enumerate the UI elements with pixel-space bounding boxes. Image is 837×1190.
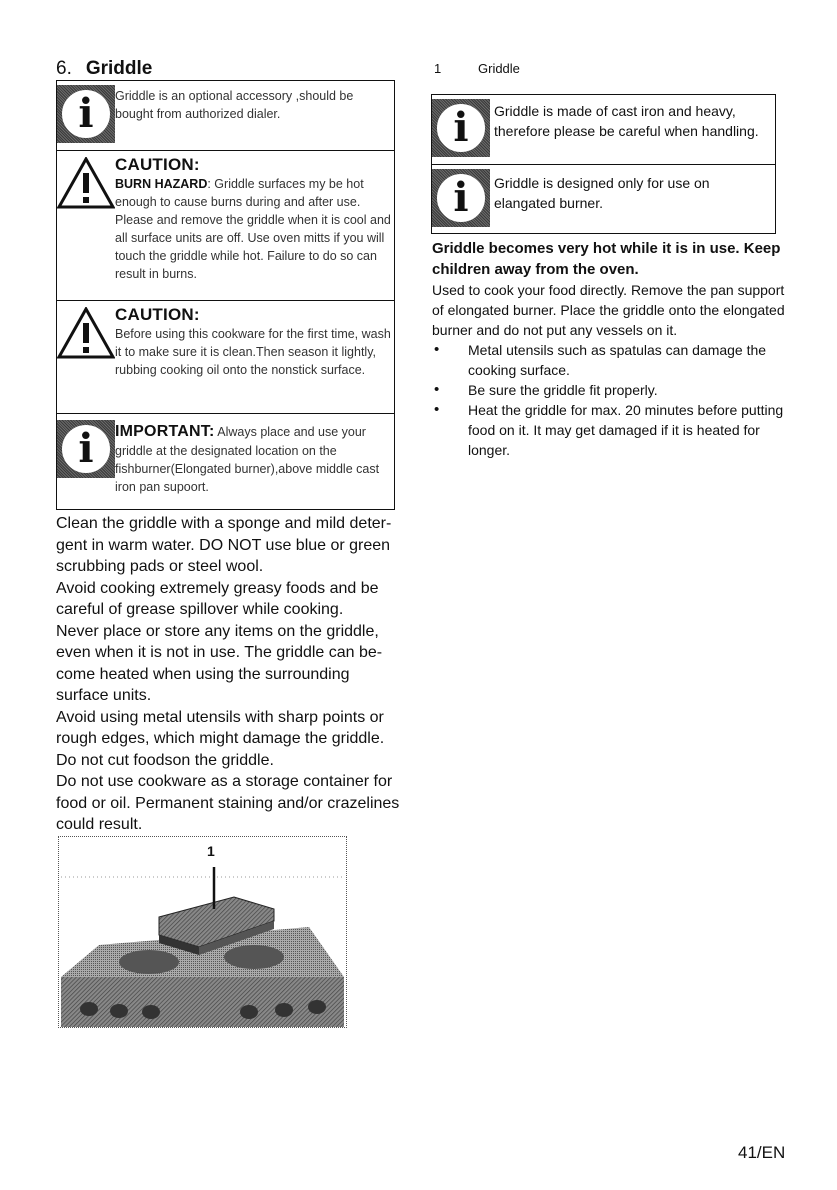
left-body [56, 513, 406, 836]
legend-label: Griddle [478, 61, 520, 76]
note-info-cast-iron [432, 95, 775, 165]
right-notes-box [431, 94, 776, 234]
figure-legend [434, 59, 520, 79]
info-icon: i [432, 99, 490, 157]
list-item: • Heat the griddle for max. 20 minutes before putting food on it. It may get damaged if it is heated for longer. [432, 400, 787, 460]
paragraph: Avoid cooking extremely greasy foods and be careful of grease spillover while cooking. [56, 579, 379, 618]
list-item: • Metal utensils such as spatulas can damage the cooking surface. [432, 340, 787, 380]
caution-title: CAUTION: [115, 305, 200, 324]
paragraph: Do not cut foodson the griddle. [56, 751, 274, 769]
section-title: Griddle [85, 58, 153, 79]
note-info-elongated-burner [432, 165, 775, 233]
note-text: Griddle is an optional accessory ,should be bought from authorized dialer. [115, 89, 354, 121]
paragraph: Clean the griddle with a sponge and mild deter-gent in warm water. DO NOT use blue or green scrubbing pads or steel wool. [56, 515, 392, 575]
note-text: Always place and use your griddle at the designated location on the fishburner(Elongated burner),above middle cast iron pan supoort. [115, 425, 380, 494]
note-text: Before using this cookware for the first time, wash it to make sure it is clean.Then season it lightly, rubbing cooking oil onto the nonstick surface. [115, 327, 391, 377]
info-icon: i [57, 85, 115, 143]
section-heading [56, 58, 152, 80]
hot-warning: Griddle becomes very hot while it is in use. Keep children away from the oven. [432, 240, 781, 278]
paragraph: Never place or store any items on the griddle, even when it is not in use. The griddle can be-come heated when using the surrounding surface units. [56, 622, 383, 704]
note-important-location [57, 414, 394, 509]
section-number: 6. [56, 58, 72, 79]
legend-number: 1 [434, 61, 442, 76]
bullet-list [432, 340, 787, 460]
note-caution-first-use [57, 301, 394, 414]
caution-title: CAUTION: [115, 155, 200, 174]
left-notes-box [56, 80, 395, 510]
warning-icon [57, 307, 115, 359]
note-caution-burn-hazard [57, 151, 394, 301]
list-item: • Be sure the griddle fit properly. [432, 380, 787, 400]
griddle-illustration [58, 836, 347, 1028]
note-text: Griddle is made of cast iron and heavy, therefore please be careful when handling. [494, 103, 759, 139]
important-label: IMPORTANT: [115, 423, 215, 440]
figure-callout-1: 1 [207, 843, 215, 859]
right-body [432, 238, 787, 460]
warning-icon [57, 157, 115, 209]
info-icon: i [432, 169, 490, 227]
paragraph: Avoid using metal utensils with sharp points or rough edges, which might damage the griddle. [56, 708, 385, 747]
note-text: Griddle is designed only for use on elangated burner. [494, 175, 710, 211]
paragraph: Do not use cookware as a storage container for food or oil. Permanent staining and/or crazelines could result. [56, 773, 400, 833]
note-text: : Griddle surfaces my be hot enough to cause burns during and after use. Please and remove the griddle when it is cool and all surface units are off. Use oven mitts if you will touch the griddle while hot. Failure to do so can result in burns. [115, 177, 391, 281]
info-icon: i [57, 420, 115, 478]
burn-hazard-label: BURN HAZARD [115, 177, 208, 191]
paragraph: Used to cook your food directly. Remove the pan support of elongated burner. Place the griddle onto the elongated burner and do not put any vessels on it. [432, 282, 785, 338]
note-info-optional-accessory [57, 81, 394, 151]
page-number: 41/EN [738, 1143, 786, 1162]
